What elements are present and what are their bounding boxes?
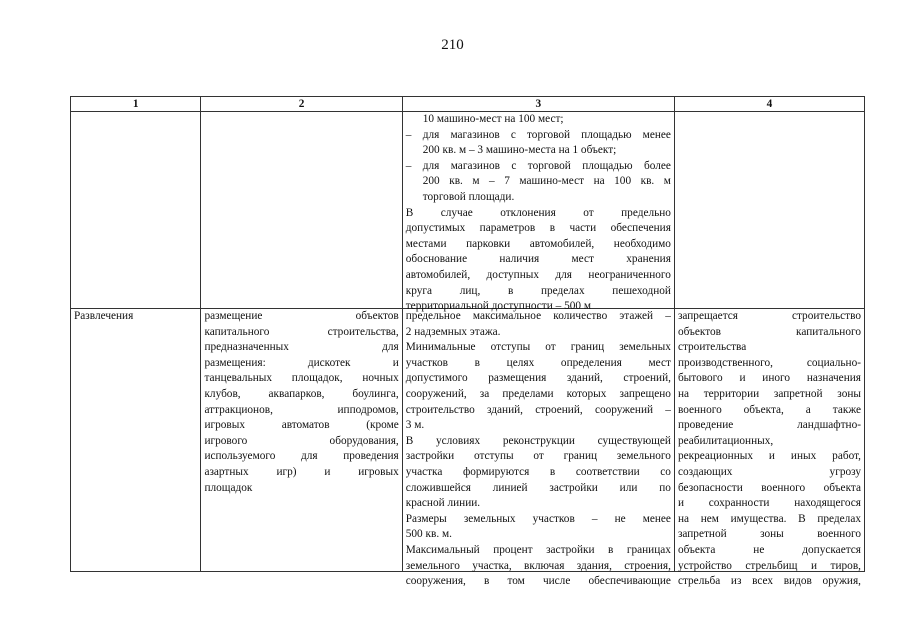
parameters-line [406,527,671,543]
parameters-line [406,309,671,325]
restrictions-line [678,403,861,419]
restrictions-text: рекреационных и иных работ, [677,450,861,463]
parameters-text: красной линии. [405,497,481,510]
row2-col2 [201,309,402,572]
description-line [204,481,398,497]
restrictions-line [678,371,861,387]
parameters-text: Размеры земельных участков – не менее [405,512,671,525]
description-line [204,387,398,403]
parking-line [406,190,671,206]
table-header-row [71,97,865,112]
parameters-text: участков в целях определения мест [405,356,671,369]
restrictions-text: и сохранности находящегося [677,497,861,510]
parking-text: автомобилей, доступных для неограниченного [405,268,671,281]
restrictions-line [678,543,861,559]
parking-text: В случае отклонения от предельно [405,206,671,219]
parking-text: 10 машино-мест на 100 мест; [422,113,564,125]
parking-line [406,268,671,284]
row1-col4 [674,112,864,309]
parameters-text: сложившейся линией застройки или по [405,481,671,494]
parking-line [406,128,671,144]
parameters-text: застройки отступы от границ земельного [405,450,671,463]
parking-text: местами парковки автомобилей, необходимо [405,237,671,250]
description-line [204,434,398,450]
restrictions-text: реабилитационных, [677,434,774,447]
description-text: площадок [204,481,253,494]
parameters-text: сооружений, за пределами которых запрещено [405,387,671,400]
description-line [204,325,398,341]
parameters-line [406,434,671,450]
parking-line [406,206,671,222]
description-text: размещение объектов [204,310,399,322]
parameters-text: 2 надземных этажа. [405,325,501,338]
list-dash: – [405,159,412,172]
parameters-line [406,559,671,575]
restrictions-text: производственного, социально- [677,356,861,369]
parking-text: для магазинов с торговой площадью менее [422,128,671,141]
parking-text: торговой площади. [422,190,515,203]
land-use-description [204,309,398,571]
parking-line [406,284,671,300]
parameters-text: сооружения, в том числе обеспечивающие [405,575,671,588]
building-parameters-text [405,309,671,588]
restrictions-text: стрельба из всех видов оружия, [677,575,861,588]
table-row-entertainment [71,309,865,572]
restrictions-line [678,481,861,497]
parameters-text: строительство зданий, строений, сооружений – [405,403,671,416]
description-text: игрового оборудования, [204,434,399,447]
parking-line [406,174,671,190]
restrictions-text: бытового и иного назначения [677,372,861,385]
parking-line [406,237,671,253]
parameters-text: участка формируются в соответствии со [405,465,671,478]
description-text: игровых автоматов (кроме [204,419,399,432]
parameters-line [406,543,671,559]
restrictions-line [678,559,861,575]
restrictions-line [678,356,861,372]
header-col-4: 4 [674,97,864,112]
zoning-table [70,96,865,588]
parameters-line [406,356,671,372]
restrictions-line [678,527,861,543]
parameters-text: 3 м. [405,419,425,432]
header-col-2: 2 [201,97,402,112]
parameters-text: Минимальные отступы от границ земельных [405,341,671,354]
row1-col2 [201,112,402,309]
description-text: танцевальных площадок, ночных [204,372,399,385]
parameters-line [406,512,671,528]
parking-line [406,252,671,268]
description-line [204,356,398,372]
description-text: предназначенных для [204,341,399,354]
row2-col3 [402,309,674,588]
restrictions-text: проведение ландшафтно- [677,419,861,432]
parking-text: для магазинов с торговой площадью более [422,159,671,172]
description-line [204,449,398,465]
restrictions-text: на территории запретной зоны [677,387,861,400]
description-text: азартных игр) и игровых [204,465,399,478]
parameters-text: земельного участка, включая здания, строения, [405,559,671,572]
restrictions-text: запрещается строительство [677,310,861,322]
restrictions-text [677,309,861,588]
restrictions-line [678,496,861,512]
parking-text: допустимых параметров в части обеспечения [405,222,671,235]
restrictions-text: безопасности военного объекта [677,481,861,494]
parking-text: 200 кв. м – 3 машино-места на 1 объект; [422,144,617,157]
land-use-type: Развлечения [74,310,134,322]
parking-text: круга лиц, в пределах пешеходной [405,284,671,297]
restrictions-line [678,512,861,528]
parameters-text: предельное максимальное количество этажей – [405,310,671,322]
parking-line [406,159,671,175]
restrictions-line [678,574,861,590]
restrictions-text: запретной зоны военного [677,528,861,541]
parameters-line [406,465,671,481]
description-text: капитального строительства, [204,325,399,338]
parameters-text: допустимого размещения зданий, строений, [405,372,671,385]
parking-text: территориальной доступности – 500 м [405,300,592,313]
parameters-line [406,574,671,590]
parameters-line [406,371,671,387]
description-text: аттракционов, ипподромов, [204,403,399,416]
parameters-line [406,325,671,341]
parameters-text: В условиях реконструкции существующей [405,434,671,447]
restrictions-line [678,340,861,356]
description-text: размещения: дискотек и [204,356,399,369]
description-line [204,418,398,434]
description-text: клубов, аквапарков, боулинга, [204,387,399,400]
list-dash: – [405,128,412,141]
parameters-line [406,496,671,512]
parking-requirements-text [405,112,671,313]
restrictions-text: на нем имущества. В пределах [677,512,861,525]
description-line [204,371,398,387]
description-line [204,340,398,356]
parameters-line [406,449,671,465]
row2-col1 [71,309,201,572]
parking-line [406,221,671,237]
description-line [204,465,398,481]
restrictions-line [678,434,861,450]
parameters-text: Максимальный процент застройки в границах [405,543,671,556]
header-col-1: 1 [71,97,201,112]
parameters-line [406,481,671,497]
restrictions-line [678,325,861,341]
parameters-line [406,403,671,419]
restrictions-line [678,465,861,481]
parameters-text: 500 кв. м. [405,528,452,541]
row1-col1 [71,112,201,309]
parking-text: 200 кв. м – 7 машино-мест на 100 кв. м [422,175,671,188]
restrictions-line [678,387,861,403]
restrictions-text: военного объекта, а также [677,403,861,416]
restrictions-line [678,449,861,465]
description-line [204,309,398,325]
restrictions-text: устройство стрельбищ и тиров, [677,559,861,572]
parking-text: обоснование наличия мест хранения [405,253,671,266]
parking-line [406,143,671,159]
row1-col3 [402,112,674,313]
restrictions-text: создающих угрозу [677,465,861,478]
restrictions-text: объекта не допускается [677,543,861,556]
parking-line [406,112,671,128]
header-col-3: 3 [402,97,674,112]
description-text: используемого для проведения [204,450,399,463]
parameters-line [406,387,671,403]
description-line [204,403,398,419]
parameters-line [406,418,671,434]
parameters-line [406,340,671,356]
page-number: 210 [441,37,464,53]
restrictions-text: строительства [677,341,747,354]
row2-col4 [674,309,864,588]
restrictions-line [678,309,861,325]
restrictions-text: объектов капитального [677,325,861,338]
restrictions-line [678,418,861,434]
table-row-parking-continuation [71,112,865,309]
